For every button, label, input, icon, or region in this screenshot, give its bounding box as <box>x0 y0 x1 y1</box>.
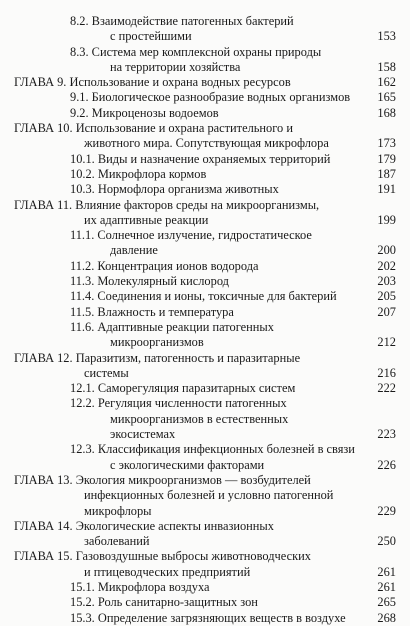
page-number: 173 <box>377 136 396 151</box>
entry-title-line: ГЛАВА 9. Использование и охрана водных ресурсов <box>14 75 291 90</box>
page-number: 212 <box>377 335 396 350</box>
entry-title <box>14 305 356 320</box>
section-entry <box>14 381 398 396</box>
section-entry <box>14 289 398 304</box>
page-number: 265 <box>377 595 396 610</box>
page-number: 226 <box>377 457 396 472</box>
page-number: 222 <box>377 381 396 396</box>
section-entry <box>14 182 398 197</box>
entry-title-line: 12.3. Классификация инфекционных болезней в связи <box>70 442 355 457</box>
page-number: 168 <box>377 105 396 120</box>
page-number: 200 <box>377 243 396 258</box>
entry-title-line: 10.2. Микрофлора кормов <box>70 166 207 181</box>
entry-title <box>14 320 356 351</box>
chapter-entry <box>14 473 398 519</box>
entry-title <box>14 45 356 76</box>
page-number: 199 <box>377 212 396 227</box>
page-number: 202 <box>377 258 396 273</box>
page-number: 187 <box>377 166 396 181</box>
entry-title <box>14 442 356 473</box>
entry-title-line: 9.2. Микроценозы водоемов <box>70 105 219 120</box>
entry-title-line: 9.1. Биологическое разнообразие водных организмов <box>70 90 351 105</box>
page-number: 162 <box>377 75 396 90</box>
page-number: 191 <box>377 182 396 197</box>
entry-title-line: ГЛАВА 14. Экологические аспекты инвазионных <box>14 518 274 533</box>
section-entry <box>14 305 398 320</box>
entry-title-line: животного мира. Сопутствующая микрофлора <box>84 136 329 151</box>
entry-title <box>14 519 356 550</box>
entry-title <box>14 611 356 626</box>
page-number: 261 <box>377 564 396 579</box>
entry-title <box>14 396 356 442</box>
entry-title-line: 10.3. Нормофлора организма животных <box>70 182 279 197</box>
entry-title <box>14 75 356 90</box>
section-entry <box>14 152 398 167</box>
entry-title-line: 15.2. Роль санитарно-защитных зон <box>70 595 258 610</box>
entry-title-line: 8.2. Взаимодействие патогенных бактерий <box>70 14 294 28</box>
entry-title-line: заболеваний <box>84 534 150 549</box>
entry-title-line: системы <box>84 365 129 380</box>
entry-title-line: 11.6. Адаптивные реакции патогенных <box>70 319 274 334</box>
section-entry <box>14 611 398 626</box>
chapter-entry <box>14 198 398 229</box>
entry-title-line: микроорганизмов в естественных экосистемах <box>110 411 289 442</box>
entry-title <box>14 595 356 610</box>
entry-title <box>14 549 356 580</box>
section-entry <box>14 228 398 259</box>
section-entry <box>14 106 398 121</box>
entry-title-line: 11.3. Молекулярный кислород <box>70 274 229 289</box>
entry-title-line: их адаптивные реакции <box>84 212 209 227</box>
page-number: 261 <box>377 579 396 594</box>
chapter-entry <box>14 75 398 90</box>
section-entry <box>14 442 398 473</box>
page-number: 158 <box>377 59 396 74</box>
entry-title-line: ГЛАВА 15. Газовоздушные выбросы животноводческих <box>14 549 311 564</box>
chapter-entry <box>14 351 398 382</box>
entry-title <box>14 182 356 197</box>
entry-title <box>14 152 356 167</box>
section-entry <box>14 90 398 105</box>
entry-title-line: на территории хозяйства <box>110 59 241 74</box>
section-entry <box>14 580 398 595</box>
page-number: 216 <box>377 365 396 380</box>
entry-title <box>14 289 356 304</box>
page-number: 229 <box>377 503 396 518</box>
page-number: 165 <box>377 90 396 105</box>
chapter-entry <box>14 121 398 152</box>
entry-title <box>14 351 356 382</box>
page-number: 153 <box>377 29 396 44</box>
entry-title <box>14 121 356 152</box>
entry-title <box>14 228 356 259</box>
page-number: 268 <box>377 610 396 625</box>
entry-title-line: инфекционных болезней и условно патогенной <box>84 488 334 503</box>
entry-title-line: 10.1. Виды и назначение охраняемых территорий <box>70 151 331 166</box>
page-number: 205 <box>377 289 396 304</box>
entry-title-line: с экологическими факторами <box>110 457 265 472</box>
entry-title-line: с простейшими <box>110 29 192 44</box>
entry-title-line: ГЛАВА 11. Влияние факторов среды на микроорганизмы, <box>14 197 320 212</box>
entry-title <box>14 167 356 182</box>
entry-title-line: 11.5. Влажность и температура <box>70 304 234 319</box>
section-entry <box>14 14 398 45</box>
section-entry <box>14 45 398 76</box>
page-number: 203 <box>377 274 396 289</box>
chapter-entry <box>14 519 398 550</box>
entry-title-line: 8.3. Система мер комплексной охраны природы <box>70 44 322 59</box>
entry-title <box>14 274 356 289</box>
entry-title <box>14 90 356 105</box>
entry-title-line: 11.1. Солнечное излучение, гидростатическое <box>70 228 312 243</box>
section-entry <box>14 396 398 442</box>
section-entry <box>14 167 398 182</box>
entry-title-line: микрофлоры <box>84 503 152 518</box>
entry-title <box>14 473 356 519</box>
page-number: 207 <box>377 304 396 319</box>
entry-title <box>14 198 356 229</box>
section-entry <box>14 320 398 351</box>
entry-title-line: и птицеводческих предприятий <box>84 564 251 579</box>
section-entry <box>14 259 398 274</box>
entry-title <box>14 106 356 121</box>
page-number: 250 <box>377 534 396 549</box>
section-entry <box>14 274 398 289</box>
entry-title <box>14 14 356 45</box>
page-number: 179 <box>377 151 396 166</box>
entry-title-line: ГЛАВА 12. Паразитизм, патогенность и паразитарные <box>14 350 301 365</box>
entry-title <box>14 580 356 595</box>
table-of-contents <box>14 14 398 626</box>
entry-title <box>14 381 356 396</box>
entry-title-line: 12.1. Саморегуляция паразитарных систем <box>70 381 296 396</box>
chapter-entry <box>14 549 398 580</box>
entry-title-line: микроорганизмов <box>110 335 204 350</box>
entry-title-line: 11.4. Соединения и ионы, токсичные для бактерий <box>70 289 337 304</box>
entry-title <box>14 259 356 274</box>
entry-title-line: 15.1. Микрофлора воздуха <box>70 579 210 594</box>
entry-title-line: 12.2. Регуляция численности патогенных <box>70 396 287 411</box>
section-entry <box>14 595 398 610</box>
entry-title-line: 11.2. Концентрация ионов водорода <box>70 258 259 273</box>
entry-title-line: ГЛАВА 10. Использование и охрана растительного и <box>14 121 293 136</box>
page-number: 223 <box>377 427 396 442</box>
entry-title-line: ГЛАВА 13. Экология микроорганизмов — возбудителей <box>14 472 311 487</box>
entry-title-line: давление <box>110 243 158 258</box>
entry-title-line: 15.3. Определение загрязняющих веществ в воздухе <box>70 610 346 625</box>
